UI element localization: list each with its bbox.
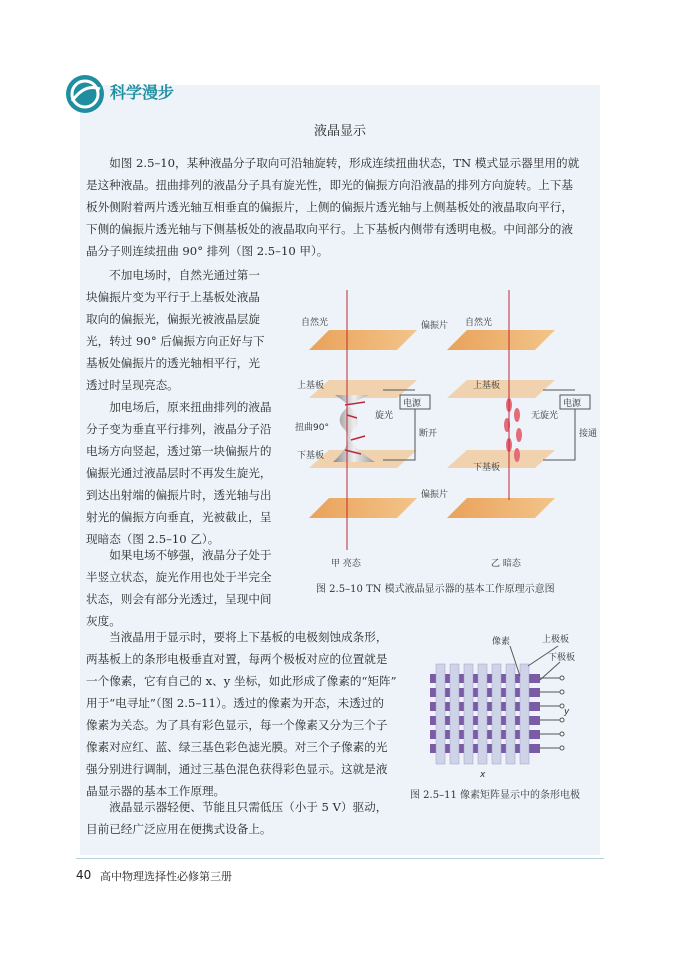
page-number: 40 xyxy=(76,868,92,882)
label-natural-light: 自然光 xyxy=(301,318,329,328)
text-line: 一个像素，它有自己的 x、y 坐标，如此形成了像素的“矩阵” xyxy=(86,674,397,688)
text-line: 偏振光通过液晶层时不再发生旋光， xyxy=(86,466,272,480)
figure-pixel-matrix xyxy=(420,632,600,782)
label-off: 断开 xyxy=(419,429,438,439)
text-line: 光，转过 90° 后偏振方向正好与下 xyxy=(86,334,265,348)
label-natural-light: 自然光 xyxy=(465,318,493,328)
figure-tn-lcd xyxy=(295,290,598,580)
paragraph-with-field xyxy=(86,396,286,550)
polarizer-plate xyxy=(447,498,555,518)
figure-caption-2: 图 2.5–11 像素矩阵显示中的条形电极 xyxy=(410,790,580,801)
label-lower-substrate: 下基板 xyxy=(473,463,501,473)
label-x: x xyxy=(480,770,486,780)
paragraph-conclusion xyxy=(86,796,416,840)
label-twist: 扭曲90° xyxy=(295,423,329,433)
text-line: 取向的偏振光，偏振光被液晶层旋 xyxy=(86,312,260,326)
substrate-plate xyxy=(447,380,555,398)
label-dark: 乙 暗态 xyxy=(491,559,521,569)
figure-caption-1: 图 2.5–10 TN 模式液晶显示器的基本工作原理示意图 xyxy=(316,584,555,595)
text-line: 基板处偏振片的透光轴相平行，光 xyxy=(86,356,260,370)
label-upper-plate: 上极板 xyxy=(542,635,570,645)
label-rotation: 旋光 xyxy=(375,411,394,421)
paragraph-weak-field xyxy=(86,544,286,632)
text-line: 像素为关态。为了具有彩色显示，每一个像素又分为三个子 xyxy=(86,718,388,732)
label-polarizer: 偏振片 xyxy=(421,490,449,500)
text-line: 液晶显示器轻便、节能且只需低压（小于 5 V）驱动， xyxy=(109,800,388,814)
label-upper-substrate: 上基板 xyxy=(297,381,325,391)
text-line: 灰度。 xyxy=(86,614,121,628)
text-line: 电场方向竖起，透过第一块偏振片的 xyxy=(86,444,272,458)
label-lower-substrate: 下基板 xyxy=(297,451,325,461)
text-line: 用于“电寻址”（图 2.5–11）。透过的像素为开态，未透过的 xyxy=(86,696,384,710)
text-line: 两基板上的条形电极垂直对置，每两个极板对应的位置就是 xyxy=(86,652,388,666)
text-line: 晶显示器的基本工作原理。 xyxy=(86,784,226,798)
label-upper-substrate: 上基板 xyxy=(473,381,501,391)
label-lower-plate: 下极板 xyxy=(548,653,576,663)
label-polarizer: 偏振片 xyxy=(421,321,449,331)
text-line: 下侧的偏振片透光轴与下侧基板处的液晶取向平行。上下基板内侧带有透明电极。中间部分的液 xyxy=(86,222,573,236)
paragraph-no-field xyxy=(86,264,286,396)
label-power: 电源 xyxy=(403,399,422,409)
label-on: 接通 xyxy=(579,429,598,439)
text-line: 射光的偏振方向垂直，光被截止，呈 xyxy=(86,510,272,524)
book-title: 高中物理选择性必修第三册 xyxy=(100,870,232,883)
label-bright: 甲 亮态 xyxy=(331,559,361,569)
text-line: 块偏振片变为平行于上基板处液晶 xyxy=(86,290,260,304)
text-line: 板外侧附着两片透光轴互相垂直的偏振片，上侧的偏振片透光轴与上侧基板处的液晶取向平行， xyxy=(86,200,573,214)
text-line: 如图 2.5–10，某种液晶分子取向可沿轴旋转，形成连续扭曲状态，TN 模式显示器里用的就 xyxy=(109,156,580,170)
polarizer-plate xyxy=(309,330,417,350)
article-title: 液晶显示 xyxy=(313,124,366,139)
text-line: 晶分子则连续扭曲 90° 排列（图 2.5–10 甲）。 xyxy=(86,244,329,258)
footer-divider xyxy=(76,858,604,859)
text-line: 当液晶用于显示时，要将上下基板的电极刻蚀成条形， xyxy=(109,630,388,644)
text-line: 状态，则会有部分光透过，呈现中间 xyxy=(86,592,272,606)
text-line: 加电场后，原来扭曲排列的液晶 xyxy=(109,400,272,414)
polarizer-plate xyxy=(309,498,417,518)
label-pixel: 像素 xyxy=(492,637,511,647)
text-line: 是这种液晶。扭曲排列的液晶分子具有旋光性，即光的偏振方向沿液晶的排列方向旋转。上下基 xyxy=(86,178,573,192)
paragraph-display xyxy=(86,626,416,802)
text-line: 目前已经广泛应用在便携式设备上。 xyxy=(86,822,272,836)
text-line: 如果电场不够强，液晶分子处于 xyxy=(109,548,272,562)
globe-icon xyxy=(64,73,106,115)
text-line: 分子变为垂直平行排列，液晶分子沿 xyxy=(86,422,272,436)
text-line: 像素对应红、蓝、绿三基色彩色滤光膜。对三个子像素的光 xyxy=(86,740,388,754)
section-title: 科学漫步 xyxy=(110,83,175,102)
paragraph-intro xyxy=(86,152,606,262)
label-no-rotation: 无旋光 xyxy=(531,411,559,421)
text-line: 半竖立状态，旋光作用也处于半完全 xyxy=(86,570,272,584)
polarizer-plate xyxy=(447,330,555,350)
label-y: y xyxy=(564,707,570,717)
label-power: 电源 xyxy=(563,399,582,409)
text-line: 不加电场时，自然光通过第一 xyxy=(109,268,260,282)
text-line: 到达出射端的偏振片时，透光轴与出 xyxy=(86,488,272,502)
substrate-plate xyxy=(447,450,555,468)
text-line: 强分别进行调制，通过三基色混色获得彩色显示。这就是液 xyxy=(86,762,388,776)
text-line: 现暗态（图 2.5–10 乙）。 xyxy=(86,532,220,546)
text-line: 透过时呈现亮态。 xyxy=(86,378,179,392)
